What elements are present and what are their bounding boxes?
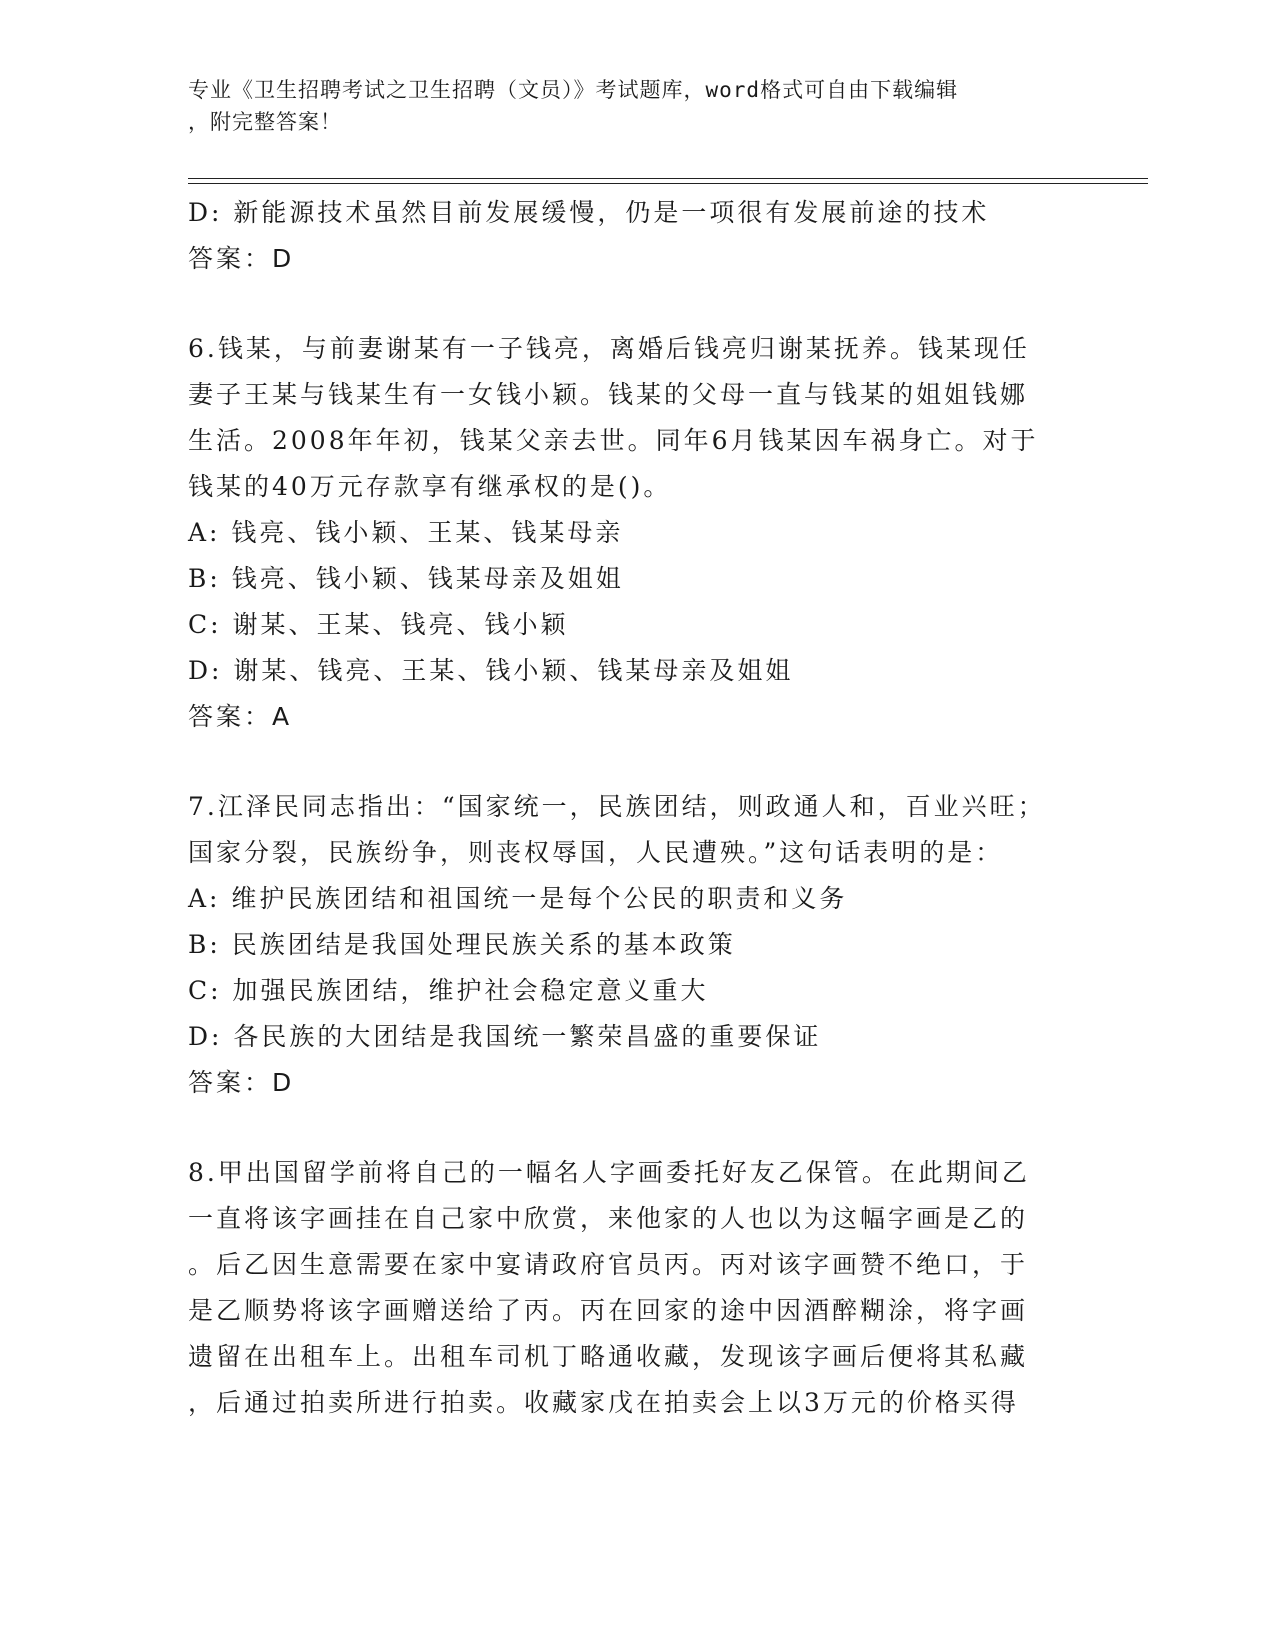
q6-option-d: D: 谢某、钱亮、王某、钱小颖、钱某母亲及姐姐 [188, 656, 794, 685]
q6-option-c: C: 谢某、王某、钱亮、钱小颖 [188, 610, 569, 639]
q5-answer: 答案：D [188, 244, 295, 273]
header-line-2: ，附完整答案！ [188, 110, 342, 134]
q6-option-a: A: 钱亮、钱小颖、王某、钱某母亲 [188, 518, 624, 547]
q8-stem-line: 8.甲出国留学前将自己的一幅名人字画委托好友乙保管。在此期间乙 [188, 1158, 1030, 1187]
header-divider-top [188, 178, 1148, 179]
q6-option-b: B: 钱亮、钱小颖、钱某母亲及姐姐 [188, 564, 624, 593]
document-body [188, 190, 1068, 1426]
header-divider-bottom [188, 183, 1148, 184]
q7-answer: 答案：D [188, 1068, 295, 1097]
header-line-1: 专业《卫生招聘考试之卫生招聘（文员）》考试题库，word格式可自由下载编辑 [188, 78, 959, 102]
q7-option-d: D: 各民族的大团结是我国统一繁荣昌盛的重要保证 [188, 1022, 822, 1051]
q6-stem-line: 妻子王某与钱某生有一女钱小颖。钱某的父母一直与钱某的姐姐钱娜 [188, 380, 1029, 409]
q8-stem-line: 。后乙因生意需要在家中宴请政府官员丙。丙对该字画赞不绝口，于 [188, 1250, 1029, 1279]
q7-stem-line: 国家分裂，民族纷争，则丧权辱国，人民遭殃。”这句话表明的是： [188, 838, 1004, 867]
q6-stem-line: 6.钱某，与前妻谢某有一子钱亮，离婚后钱亮归谢某抚养。钱某现任 [188, 334, 1030, 363]
question-7 [188, 784, 1068, 1106]
q5-option-d: D: 新能源技术虽然目前发展缓慢，仍是一项很有发展前途的技术 [188, 198, 990, 227]
q7-option-b: B: 民族团结是我国处理民族关系的基本政策 [188, 930, 736, 959]
q6-stem-line: 生活。2008年年初，钱某父亲去世。同年6月钱某因车祸身亡。对于 [188, 426, 1039, 455]
q7-option-a: A: 维护民族团结和祖国统一是每个公民的职责和义务 [188, 884, 848, 913]
q8-stem-line: 遗留在出租车上。出租车司机丁略通收藏，发现该字画后便将其私藏 [188, 1342, 1029, 1371]
page-header [188, 74, 1058, 138]
question-8 [188, 1150, 1068, 1426]
q6-answer: 答案：A [188, 702, 293, 731]
q8-stem-line: ，后通过拍卖所进行拍卖。收藏家戊在拍卖会上以3万元的价格买得 [188, 1388, 1019, 1417]
q7-option-c: C: 加强民族团结，维护社会稳定意义重大 [188, 976, 709, 1005]
q7-stem-line: 7.江泽民同志指出：“国家统一，民族团结，则政通人和，百业兴旺； [188, 792, 1046, 821]
question-6 [188, 326, 1068, 740]
q8-stem-line: 一直将该字画挂在自己家中欣赏，来他家的人也以为这幅字画是乙的 [188, 1204, 1029, 1233]
q8-stem-line: 是乙顺势将该字画赠送给了丙。丙在回家的途中因酒醉糊涂，将字画 [188, 1296, 1029, 1325]
q6-stem-line: 钱某的40万元存款享有继承权的是()。 [188, 472, 672, 501]
